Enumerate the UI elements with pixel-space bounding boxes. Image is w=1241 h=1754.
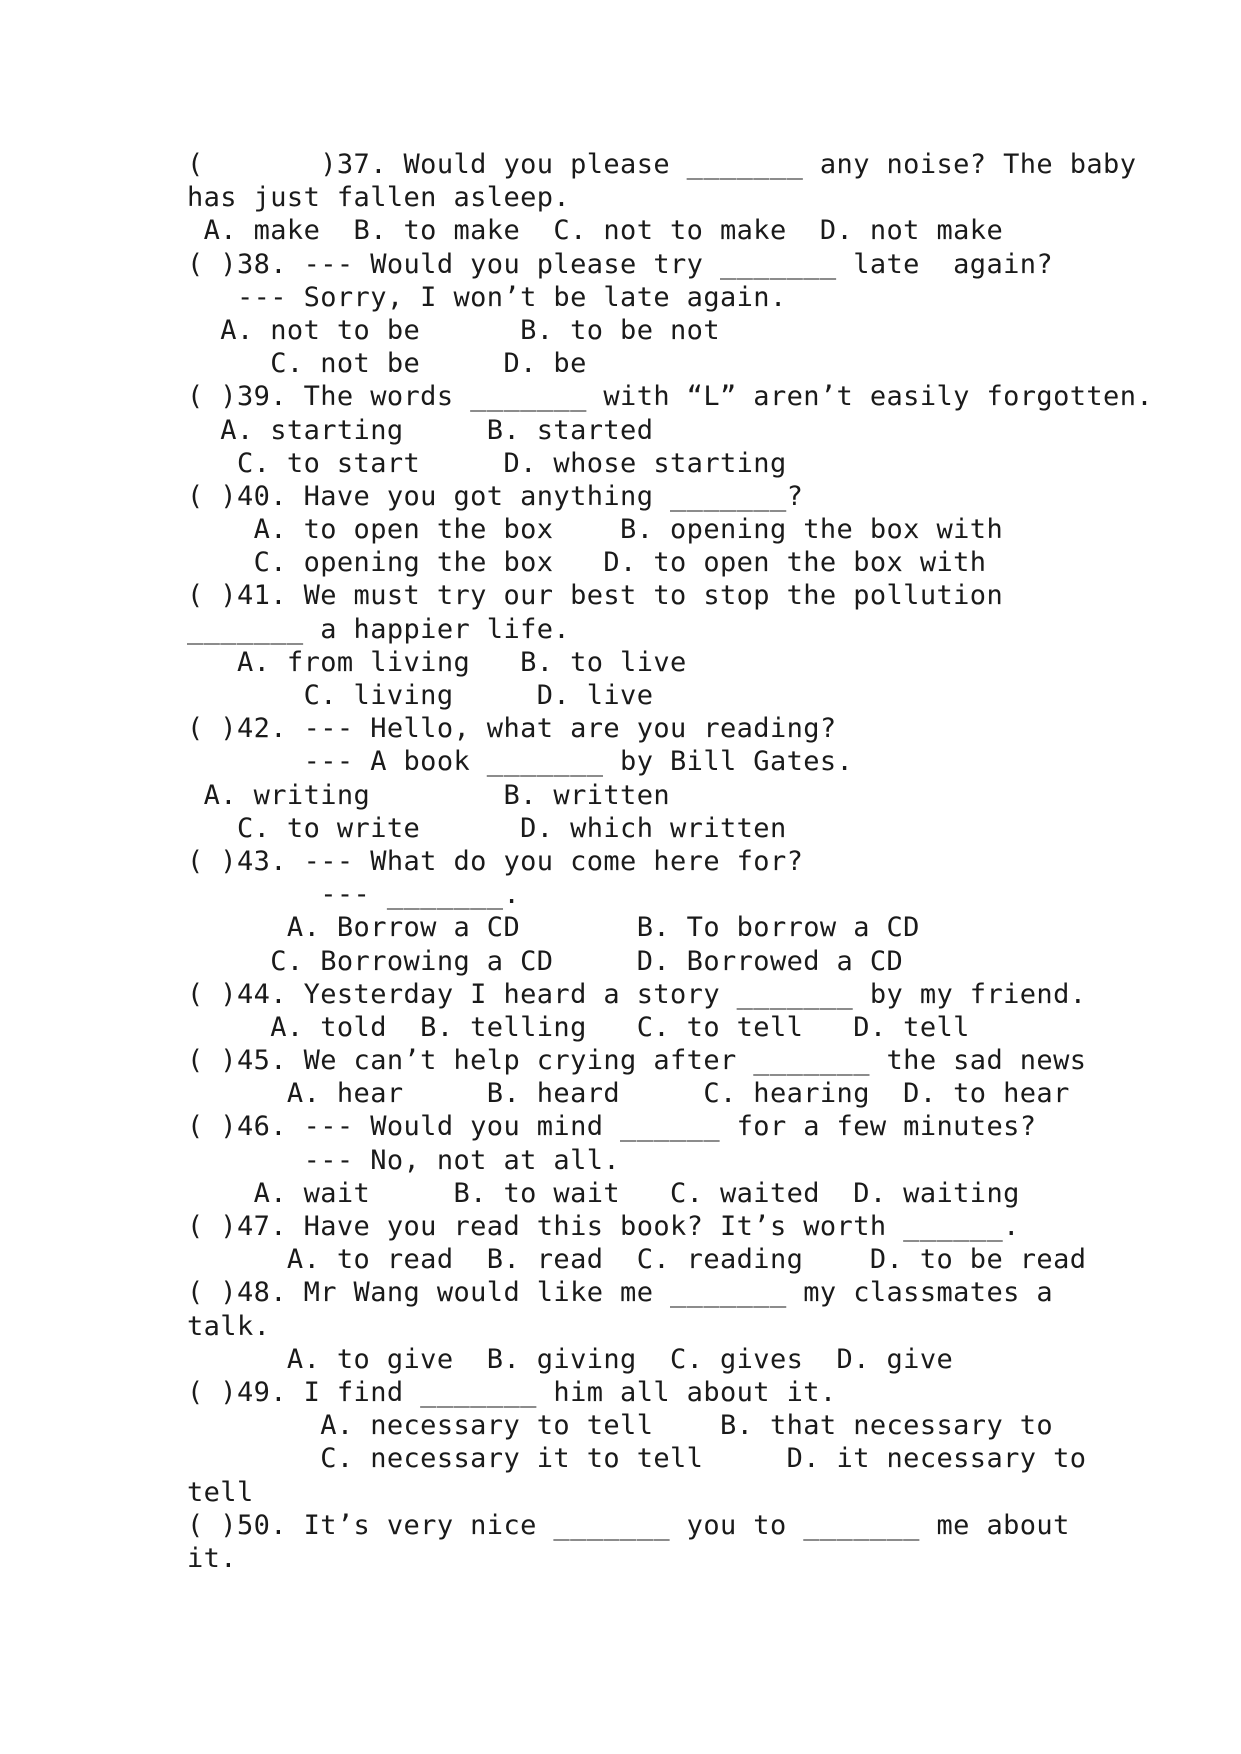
q43-reply: --- _______. [187,879,521,911]
q40-stem: ( )40. Have you got anything _______? [187,480,804,512]
q46-options: A. wait B. to wait C. waited D. waiting [187,1177,1020,1209]
q42-reply: --- A book _______ by Bill Gates. [187,746,854,778]
q39-options-ab: A. starting B. started [187,414,654,446]
q40-options-ab: A. to open the box B. opening the box with [187,514,1004,546]
q44-stem: ( )44. Yesterday I heard a story _______ by my friend. [187,978,1087,1010]
q41-options-cd: C. living D. live [187,680,654,711]
q50-stem: ( )50. It’s very nice _______ you to _______ me about [187,1509,1070,1541]
q39-stem: ( )39. The words _______ with “L” aren’t easily forgotten. [187,381,1154,413]
q38-options-ab: A. not to be B. to be not [187,314,720,346]
question-list [187,148,1154,1575]
q49-options-cont: tell [187,1476,254,1508]
q45-options: A. hear B. heard C. hearing D. to hear [187,1078,1070,1110]
q41-options-ab: A. from living B. to live [187,646,687,678]
q42-stem: ( )42. --- Hello, what are you reading? [187,713,837,745]
q47-options: A. to read B. read C. reading D. to be read [187,1244,1087,1276]
q43-options-ab: A. Borrow a CD B. To borrow a CD [187,912,920,944]
q43-stem: ( )43. --- What do you come here for? [187,845,804,877]
q45-stem: ( )45. We can’t help crying after _______ the sad news [187,1045,1087,1077]
q43-options-cd: C. Borrowing a CD D. Borrowed a CD [187,945,904,977]
q37-stem: ( )37. Would you please _______ any noise? The baby [187,149,1137,180]
q40-options-cd: C. opening the box D. to open the box with [187,547,987,579]
q38-stem: ( )38. --- Would you please try _______ late again? [187,248,1054,280]
q39-options-cd: C. to start D. whose starting [187,447,787,479]
q49-stem: ( )49. I find _______ him all about it. [187,1376,837,1408]
q48-stem: ( )48. Mr Wang would like me _______ my classmates a [187,1277,1054,1309]
q42-options-cd: C. to write D. which written [187,812,787,844]
q46-reply: --- No, not at all. [187,1144,621,1176]
q49-options-cd: C. necessary it to tell D. it necessary to [187,1443,1087,1475]
q38-reply: --- Sorry, I won’t be late again. [187,281,787,313]
q37-stem-cont: has just fallen asleep. [187,182,571,214]
q49-options-ab: A. necessary to tell B. that necessary to [187,1410,1054,1442]
q41-stem-cont: _______ a happier life. [187,613,571,645]
q41-stem: ( )41. We must try our best to stop the pollution [187,580,1004,612]
q37-options: A. make B. to make C. not to make D. not make [187,215,1004,247]
q46-stem: ( )46. --- Would you mind ______ for a few minutes? [187,1111,1037,1143]
q44-options: A. told B. telling C. to tell D. tell [187,1011,970,1043]
q47-stem: ( )47. Have you read this book? It’s worth ______. [187,1211,1020,1242]
q42-options-ab: A. writing B. written [187,779,671,811]
q38-options-cd: C. not be D. be [187,348,587,380]
q50-stem-cont: it. [187,1542,237,1574]
q48-options: A. to give B. giving C. gives D. give [187,1343,954,1375]
q48-stem-cont: talk. [187,1310,271,1342]
